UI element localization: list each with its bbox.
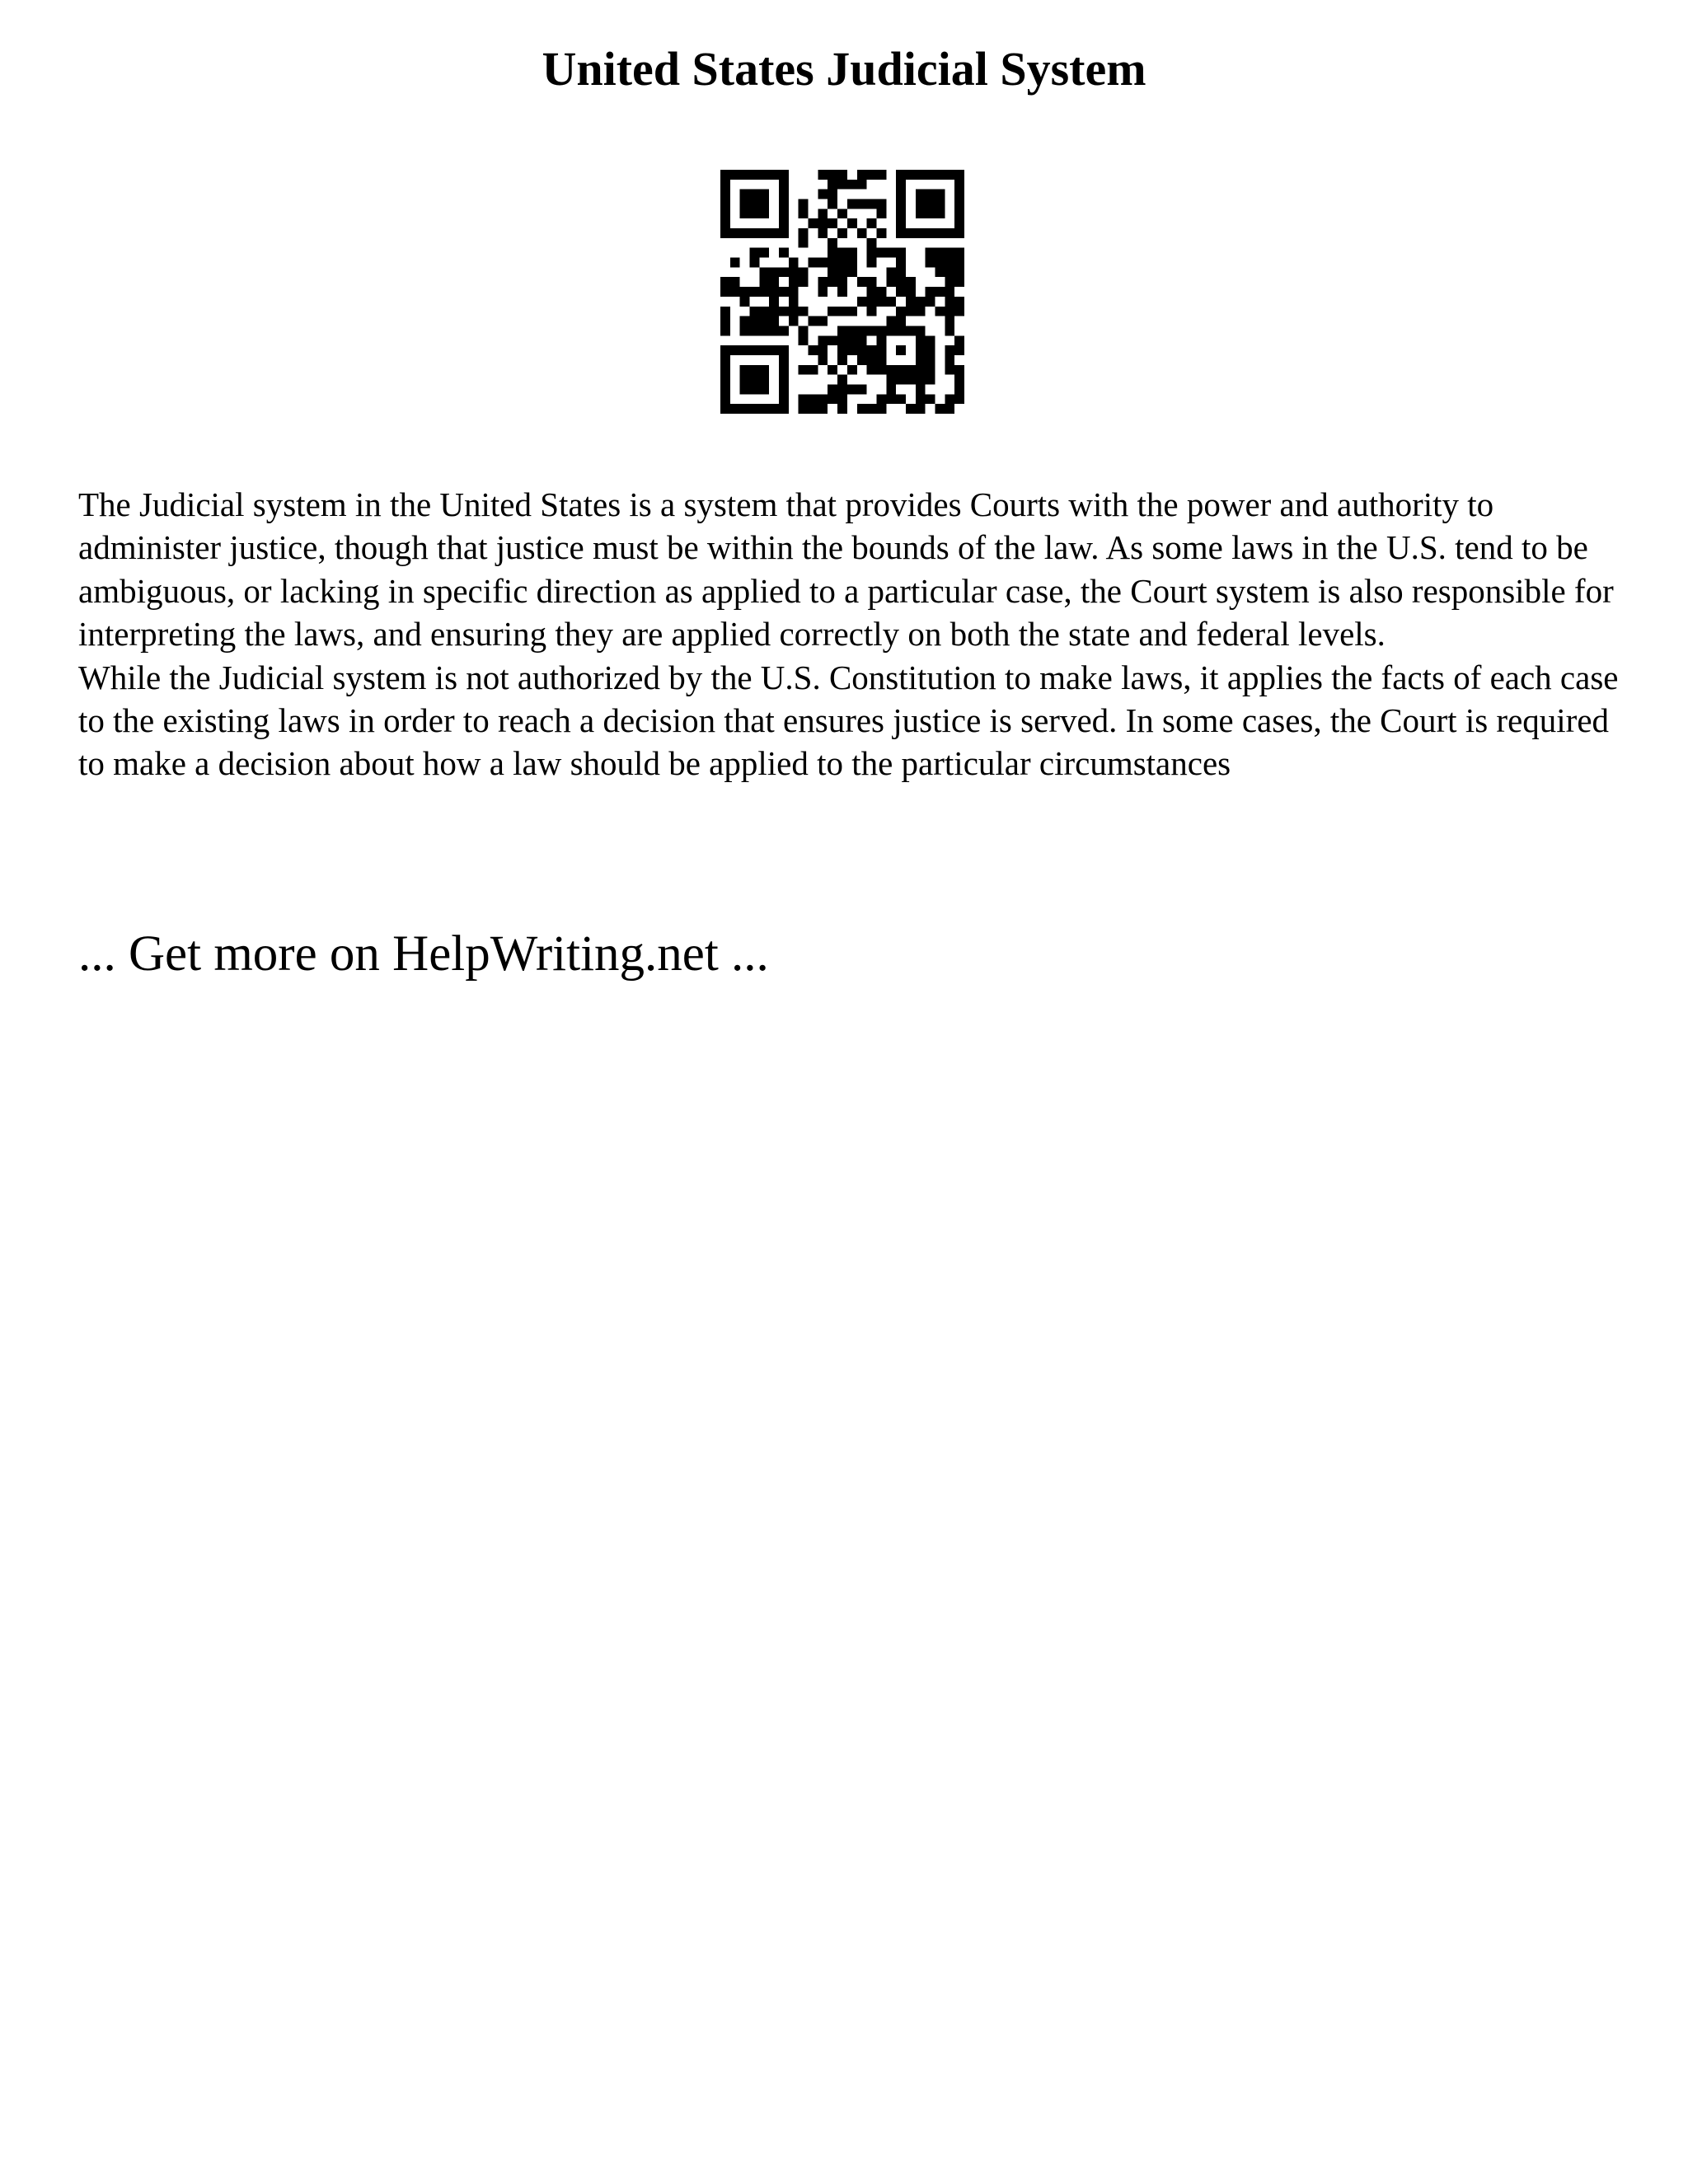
get-more-link[interactable]: ... Get more on HelpWriting.net ... — [78, 926, 769, 982]
page-title: United States Judicial System — [542, 42, 1146, 96]
paragraph: While the Judicial system is not authorized by the U.S. Constitution to make laws, it applies the facts of each case to the existing laws in order to reach a decision that ensures justice is served. In some cases, the Court is required to make a decision about how a law should be applied to the particular circumstances — [78, 658, 1619, 783]
article-body — [78, 483, 1628, 785]
paragraph: The Judicial system in the United States is a system that provides Courts with the power and authority to administer justice, though that justice must be within the bounds of the law. As some laws in the U.S. tend to be ambiguous, or lacking in specific direction as applied to a particular case, the Court system is also responsible for interpreting the laws, and ensuring they are applied correctly on both the state and federal levels. — [78, 485, 1614, 654]
qr-code-icon[interactable] — [720, 170, 964, 414]
